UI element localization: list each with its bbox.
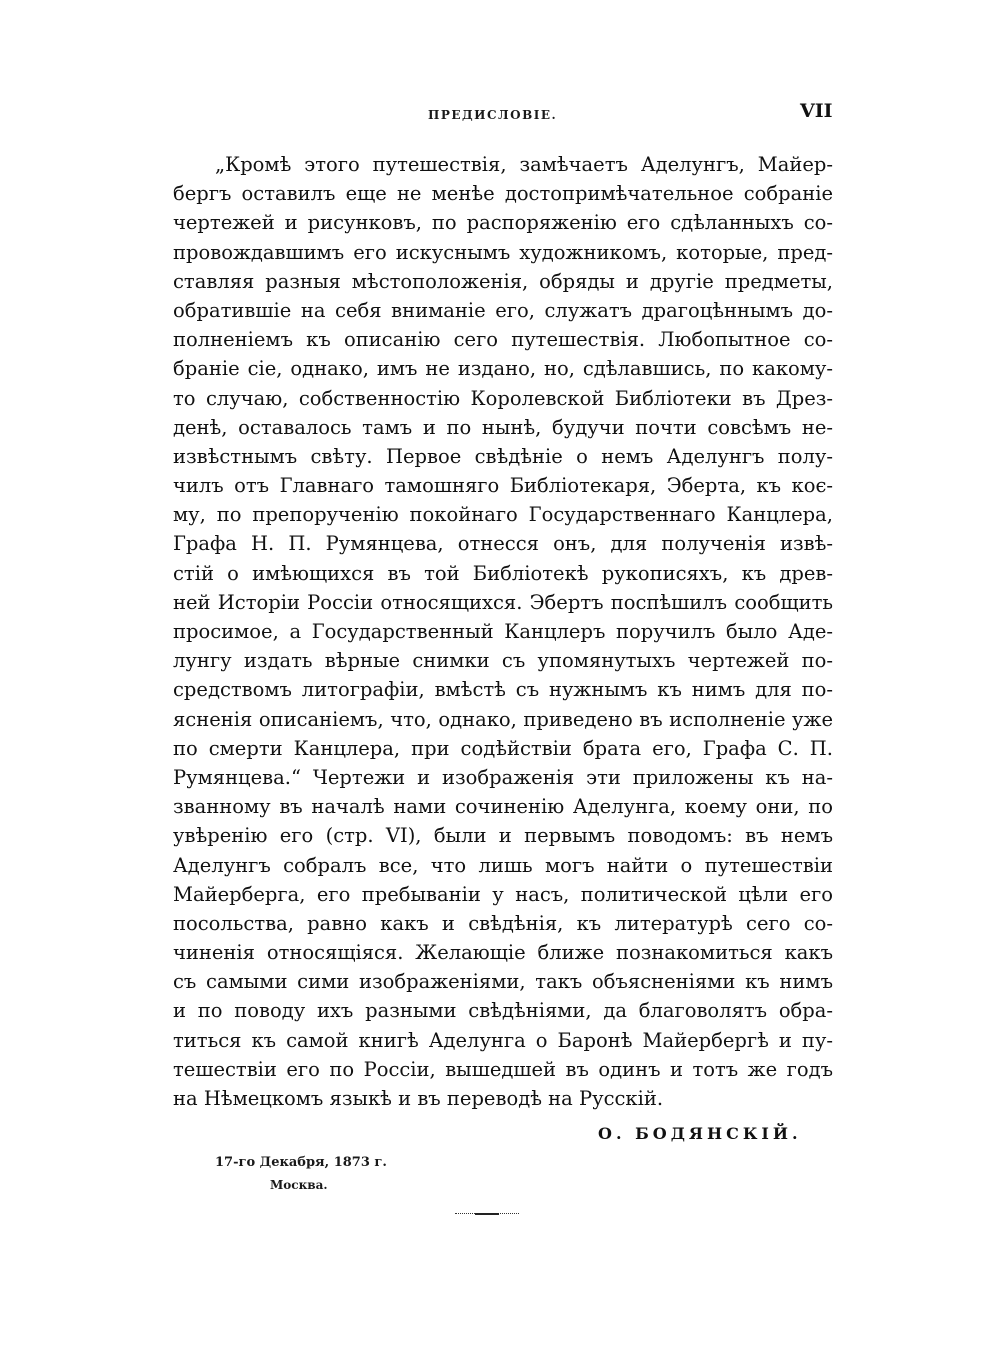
page-number: VII: [800, 100, 833, 122]
text-line: чиненія относящіяся. Желающіе ближе познакомиться какъ: [173, 941, 833, 965]
text-line: по смерти Канцлера, при содѣйствіи брата его, Графа С. П.: [173, 736, 833, 760]
text-line: браніе сіе, однако, имъ не издано, но, сдѣлавшись, по какому-: [173, 357, 833, 381]
text-line: ясненія описаніемъ, что, однако, приведено въ исполненіе уже: [173, 707, 833, 731]
text-line: денѣ, оставалось тамъ и по нынѣ, будучи почти совсѣмъ не-: [173, 415, 833, 439]
text-line: полненіемъ къ описанію сего путешествія. Любопытное со-: [173, 328, 833, 352]
text-line: просимое, а Государственный Канцлеръ поручилъ было Аде-: [173, 620, 833, 643]
text-line: провождавшимъ его искуснымъ художникомъ, которые, пред-: [173, 240, 833, 264]
text-line: Аделунгъ собралъ все, что лишь могъ найти о путешествіи: [173, 853, 833, 877]
body-paragraph: [173, 150, 833, 1113]
text-line: Румянцева.“ Чертежи и изображенія эти приложены къ на-: [173, 765, 833, 789]
date-line: 17-го Декабря, 1873 г.: [215, 1155, 387, 1170]
text-line: стій о имѣющихся въ той Библіотекѣ рукописяхъ, къ древ-: [173, 561, 833, 585]
text-line: лунгу издать вѣрные снимки съ упомянутыхъ чертежей по-: [173, 649, 833, 673]
text-line: съ самыми сими изображеніями, такъ объясненіями къ нимъ: [173, 970, 833, 994]
text-line: посольства, равно какъ и свѣдѣнія, къ литературѣ сего со-: [173, 911, 833, 935]
text-line: ней Исторіи Россіи относящихся. Эбертъ поспѣшилъ сообщить: [173, 590, 833, 614]
running-title: ПРЕДИСЛОВІЕ.: [428, 108, 558, 122]
closing-ornament: [455, 1213, 519, 1215]
text-line: му, по препорученію покойнаго Государственнаго Канцлера,: [173, 503, 833, 527]
text-line: увѣренію его (стр. VI), были и первымъ поводомъ: въ немъ: [173, 824, 833, 848]
text-line: „Кромѣ этого путешествія, замѣчаетъ Аделунгъ, Майер-: [215, 153, 833, 176]
author-signature: О. БОДЯНСКІЙ.: [598, 1124, 802, 1143]
text-line: извѣстнымъ свѣту. Первое свѣдѣніе о немъ Аделунгъ полу-: [173, 444, 833, 468]
text-line: на Нѣмецкомъ языкѣ и въ переводѣ на Русскій.: [173, 1087, 664, 1110]
text-line: бергъ оставилъ еще не менѣе достопримѣчательное собраніе: [173, 182, 833, 206]
text-line: Майерберга, его пребываніи у насъ, политической цѣли его: [173, 882, 833, 906]
text-line: и по поводу ихъ разными свѣдѣніями, да благоволятъ обра-: [173, 999, 833, 1023]
text-line: то случаю, собственностію Королевской Библіотеки въ Дрез-: [173, 386, 833, 410]
text-line: тешествіи его по Россіи, вышедшей въ одинъ и тотъ же годъ: [173, 1057, 833, 1081]
text-line: чертежей и рисунковъ, по распоряженію его сдѣланныхъ со-: [173, 211, 833, 235]
text-line: чилъ отъ Главнаго тамошняго Библіотекаря, Эберта, къ коє-: [173, 474, 833, 498]
text-line: обратившіе на себя вниманіе его, служатъ драгоцѣннымъ до-: [173, 298, 833, 322]
text-line: титься къ самой книгѣ Аделунга о Баронѣ Майербергѣ и пу-: [173, 1028, 833, 1052]
text-line: средствомъ литографіи, вмѣстѣ съ нужнымъ къ нимъ для по-: [173, 678, 833, 702]
text-line: Графа Н. П. Румянцева, отнесся онъ, для полученія извѣ-: [173, 532, 833, 556]
text-line: званному въ началѣ нами сочиненію Аделунга, коему они, по: [173, 795, 833, 819]
text-line: ставляя разныя мѣстоположенія, обряды и другіе предметы,: [173, 269, 833, 293]
ornament-solid-rule: [475, 1213, 499, 1215]
place-line: Москва.: [270, 1178, 328, 1192]
